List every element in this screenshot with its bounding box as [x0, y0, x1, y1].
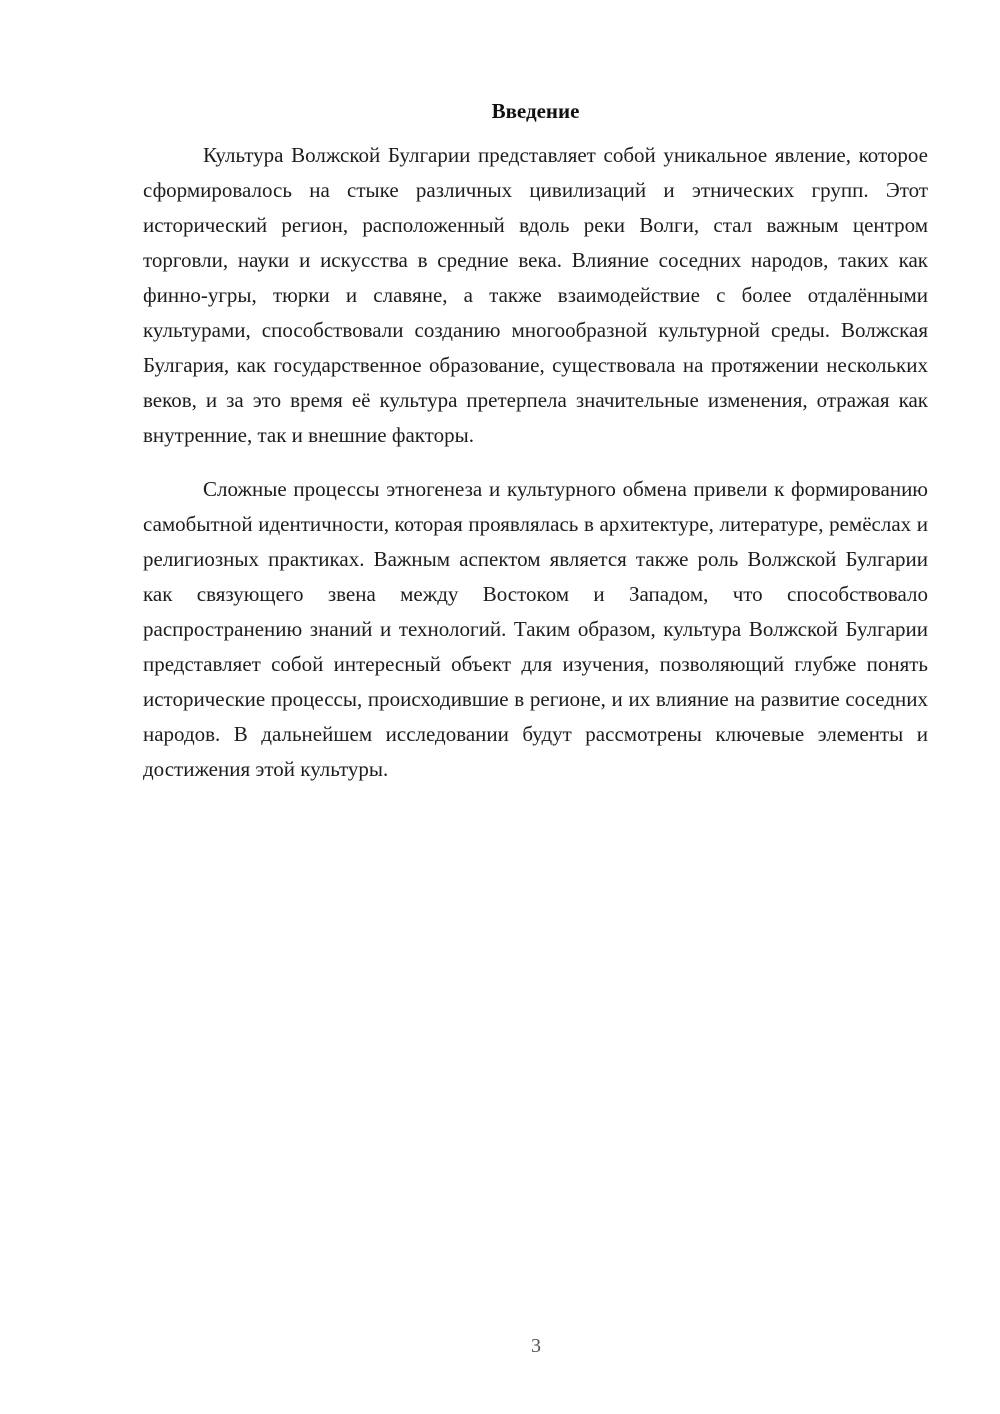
- page-number: 3: [531, 1335, 541, 1357]
- paragraph-2: Сложные процессы этногенеза и культурного обмена привели к формированию самобытной идентичности, которая проявлялась в архитектуре, литературе, ремёслах и религиозных практиках. Важным аспектом является также роль Волжской Булгарии как связующего звена между Востоком и Западом, что способствовало распространению знаний и технологий. Таким образом, культура Волжской Булгарии представляет собой интересный объект для изучения, позволяющий глубже понять исторические процессы, происходившие в регионе, и их влияние на развитие соседних народов. В дальнейшем исследовании будут рассмотрены ключевые элементы и достижения этой культуры.: [143, 477, 928, 781]
- paragraph-1: Культура Волжской Булгарии представляет собой уникальное явление, которое сформировалось на стыке различных цивилизаций и этнических групп. Этот исторический регион, расположенный вдоль реки Волги, стал важным центром торговли, науки и искусства в средние века. Влияние соседних народов, таких как финно-угры, тюрки и славяне, а также взаимодействие с более отдалёнными культурами, способствовали созданию многообразной культурной среды. Волжская Булгария, как государственное образование, существовала на протяжении нескольких веков, и за это время её культура претерпела значительные изменения, отражая как внутренние, так и внешние факторы.: [143, 143, 928, 447]
- page-content: [143, 96, 928, 787]
- section-heading: Введение: [491, 99, 580, 123]
